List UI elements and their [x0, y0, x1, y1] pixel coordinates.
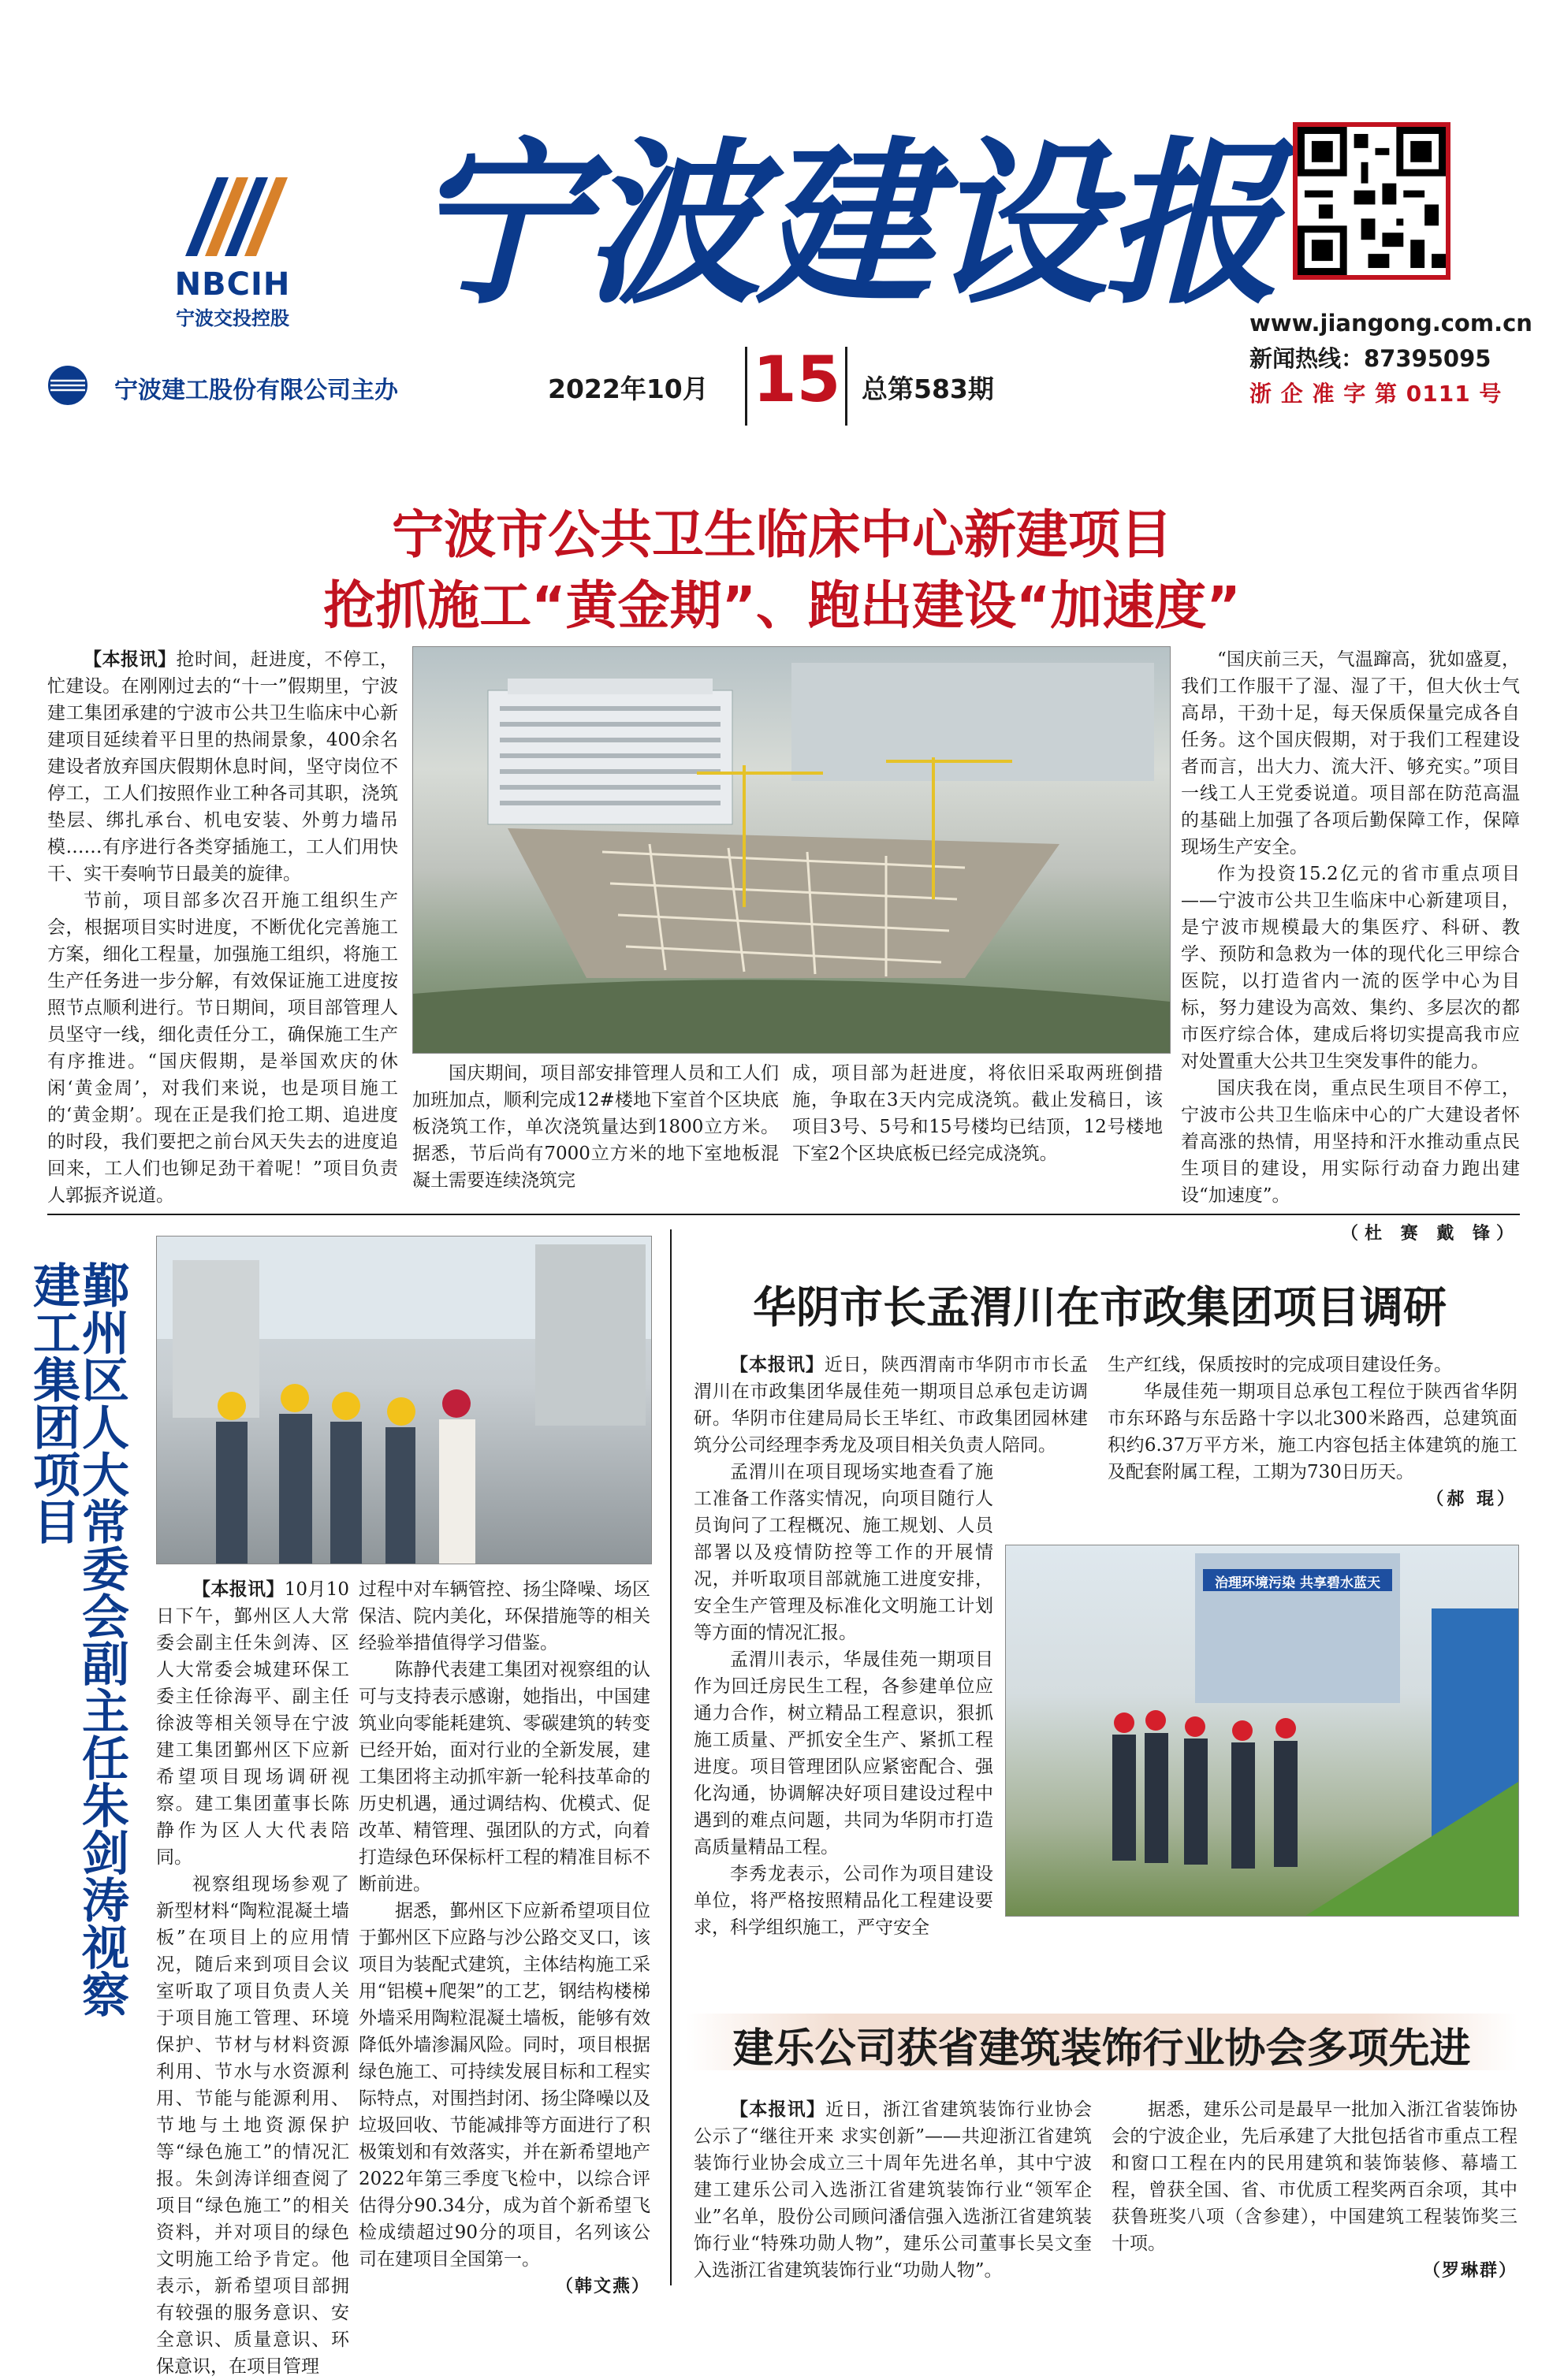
left-story-p3: 陈静代表建工集团对视察组的认可与支持表示感谢，她指出，中国建筑业向零能耗建筑、零碳建筑的转变已经开始，面对行业的全新发展，建工集团将主动抓牢新一轮科技革命的历史机遇，通过调结构、优模式、促改革、精管理、强团队的方式，向着打造绿色环保标杆工程的精准目标不断前进。 [359, 1660, 650, 1895]
right-story2-title: 建乐公司获省建筑装饰行业协会多项先进 [732, 2025, 1471, 2073]
lead-col2-text: 国庆期间，项目部安排管理人员和工人们加班加点，顺利完成12#楼地下室首个区块底板浇筑工作，单次浇筑量达到1800立方米。据悉，节后尚有7000立方米的地下室地板混凝土需要连续浇筑完 [412, 1063, 779, 1191]
hotline: 新闻热线：87395095 [1249, 345, 1491, 372]
lead-col1-p2: 节前，项目部多次召开施工组织生产会，根据项目实时进度，不断优化完善施工方案，细化工程量，加强施工组织，将施工生产任务进一步分解，有效保证施工进度按照节点顺利进行。节日期间，项目部管理人员坚守一线，细化责任分工，确保施工生产有序推进。“国庆假期，是举国欢庆的休闲‘黄金周’，对我们来说，也是项目施工的‘黄金期’。现在正是我们抢工期、追进度的时段，我们要把之前台风天失去的进度追回来，工人们也铆足劲干着呢！”项目负责人郭振齐说道。 [47, 891, 398, 1206]
right-story1-col2 [1108, 1352, 1517, 1510]
lead-byline: （杜 赛 戴 锋） [1341, 1223, 1520, 1244]
lead-col2 [412, 1060, 779, 1194]
masthead [0, 0, 1564, 441]
photo-banner: 治理环境污染 共享碧水蓝天 [1215, 1575, 1380, 1591]
right-story2-p1: 近日，浙江省建筑装饰行业协会公示了“继往开来 求实创新”——共迎浙江省建筑装饰行业协会成立三十周年先进名单，其中宁波建工建乐公司入选浙江省建筑装饰行业“领军企业”名单，股份公司顾问潘信强入选浙江省建筑装饰行业“特殊功勋人物”，建乐公司董事长吴文奎入选浙江省建筑装饰行业“功勋人物”。 [694, 2099, 1093, 2281]
lead-col4 [1181, 646, 1520, 1244]
right-story1-p4: 李秀龙表示，公司作为项目建设单位，将严格按照精品化工程建设要求，科学组织施工，严守安全 [694, 1864, 993, 1938]
left-story-p2: 视察组现场参观了新型材料“陶粒混凝土墙板”在项目上的应用情况，随后来到项目会议室听取了项目负责人关于项目施工管理、环境保护、节材与材料资源利用、节水与水资源利用、节能与能源利用、节地与土地资源保护等“绿色施工”的情况汇报。朱剑涛详细查阅了项目“绿色施工”的相关资料，并对项目的绿色文明施工给予肯定。他表示，新希望项目部拥有较强的服务意识、安全意识、质量意识、环保意识，在项目管理 [156, 1874, 349, 2377]
inspection-people-graphic [157, 1236, 651, 1564]
right-story1-byline: （郝 琨） [1426, 1489, 1517, 1509]
date-divider-right [845, 347, 847, 426]
lead-headline-2: 抢抓施工“黄金期”、跑出建设“加速度” [323, 575, 1241, 636]
lead-col4-p2: 作为投资15.2亿元的省市重点项目——宁波市公共卫生临床中心新建项目，是宁波市规模最大的集医疗、科研、教学、预防和急救为一体的现代化三甲综合医院，以打造省内一流的医学中心为目标，努力建设为高效、集约、多层次的都市医疗综合体，建成后将切实提高我市应对处置重大公共卫生突发事件的能力。 [1181, 864, 1520, 1072]
lead-col1-p1: 抢时间，赶进度，不停工，忙建设。在刚刚过去的“十一”假期里，宁波建工集团承建的宁波市公共卫生临床中心新建项目延续着平日里的热闹景象，400余名建设者放弃国庆假期休息时间，坚守岗位不停工，工人们按照作业工种各司其职，浇筑垫层、绑扎承台、机电安装、外剪力墙吊模……有序进行各类穿插施工，工人们用快干、实干奏响节日最美的旋律。 [47, 649, 398, 884]
lead-col3 [792, 1060, 1163, 1167]
right-story1-p5: 华晟佳苑一期项目总承包工程位于陕西省华阴市东环路与东岳路十字以北300米路西，总建筑面积约6.37万平方米，施工内容包括主体建筑的施工及配套附属工程，工期为730日历天。 [1108, 1382, 1517, 1482]
right-story2-col1 [694, 2096, 1092, 2284]
left-story-tag: 【本报讯】 [192, 1579, 285, 1600]
lead-col3-text: 成，项目部为赶进度，将依旧采取两班倒措施，争取在3天内完成浇筑。截止发稿日，该项目3号、5号和15号楼均已结顶，12号楼地下室2个区块底板已经完成浇筑。 [792, 1063, 1163, 1164]
license: 浙 企 准 字 第 0111 号 [1249, 381, 1503, 407]
left-story-col2 [359, 1576, 650, 2297]
site-visit-graphic [1006, 1545, 1518, 1916]
left-story-col1 [156, 1576, 349, 2380]
right-story1-title: 华阴市长孟渭川在市政集团项目调研 [752, 1282, 1447, 1333]
nbcih-logo-icon [169, 154, 296, 264]
lead-col4-p1: “国庆前三天，气温蹿高，犹如盛夏，我们工作服干了湿、湿了干，但大伙士气高昂，干劲十足，每天保质保量完成各自任务。这个国庆假期，对于我们工程建设者而言，出大力、流大汗、够充实。”项目一线工人王党委说道。项目部在防范高温的基础上加强了各项后勤保障工作，保障现场生产安全。 [1181, 649, 1520, 857]
inspection-photo [156, 1236, 652, 1564]
host-organization: 宁波建工股份有限公司主办 [114, 377, 398, 404]
lead-col1 [47, 646, 398, 1209]
right-story1-p3: 孟渭川表示，华晟佳苑一期项目作为回迁房民生工程，各参建单位应通力合作，树立精品工程意识，狠抓施工质量、严抓安全生产、紧抓工程进度。项目管理团队应紧密配合、强化沟通，协调解决好项目建设过程中遇到的难点问题，共同为华阴市打造高质量精品工程。 [694, 1649, 993, 1858]
column-divider [670, 1229, 672, 2285]
right-story2-p2: 据悉，建乐公司是最早一批加入浙江省装饰协会的宁波企业，先后承建了大批包括省市重点工程和窗口工程在内的民用建筑和装饰装修、幕墙工程，曾获全国、省、市优质工程奖两百余项，其中获鲁班奖八项（含参建），中国建筑工程装饰奖三十项。 [1112, 2099, 1517, 2254]
issue-number: 总第583期 [862, 374, 994, 404]
section-divider [47, 1214, 1520, 1215]
hospital-building-graphic [413, 647, 1170, 1053]
right-story2-col2 [1112, 2096, 1517, 2281]
right-story1-p5a: 生产红线，保质按时的完成项目建设任务。 [1108, 1355, 1452, 1375]
right-story1-p1: 近日，陕西渭南市华阴市市长孟渭川在市政集团华晟佳苑一期项目总承包走访调研。华阴市住建局局长王毕红、市政集团园林建筑分公司经理李秀龙及项目相关负责人陪同。 [694, 1355, 1089, 1456]
right-story1-tag: 【本报讯】 [730, 1354, 825, 1375]
lead-col4-p3: 国庆我在岗，重点民生项目不停工，宁波市公共卫生临床中心的广大建设者怀着高涨的热情，用坚持和汗水推动重点民生项目的建设，用实际行动奋力跑出建设“加速度”。 [1181, 1078, 1520, 1206]
site-visit-photo [1005, 1545, 1519, 1917]
logo-subtext: 宁波交投控股 [176, 307, 289, 329]
globe-icon [47, 365, 88, 406]
right-story2-byline: （罗琳群） [1422, 2260, 1517, 2281]
left-story-p3a: 过程中对车辆管控、扬尘降噪、场区保洁、院内美化，环保措施等的相关经验举措值得学习借鉴。 [359, 1579, 650, 1653]
logo-text: NBCIH [174, 266, 291, 303]
left-story-byline: （韩文燕） [555, 2276, 650, 2296]
website: www.jiangong.com.cn [1249, 310, 1532, 337]
issue-day: 15 [753, 343, 841, 416]
left-story-title: 鄞州区人大常委会副主任朱剑涛视察建工集团项目 [25, 1261, 129, 2017]
issue-date: 2022年10月 [548, 374, 709, 404]
lead-headline-1: 宁波市公共卫生临床中心新建项目 [392, 504, 1172, 565]
left-story-p4: 据悉，鄞州区下应新希望项目位于鄞州区下应路与沙公路交叉口，该项目为装配式建筑，主体结构施工采用“铝模+爬架”的工艺，钢结构楼梯外墙采用陶粒混凝土墙板，能够有效降低外墙渗漏风险。同时，项目根据绿色施工、可持续发展目标和工程实际特点，对围挡封闭、扬尘降噪以及垃圾回收、节能减排等方面进行了积极策划和有效落实，并在新希望地产2022年第三季度飞检中，以综合评估得分90.34分，成为首个新希望飞检成绩超过90分的项目，名列该公司在建项目全国第一。 [359, 1901, 650, 2270]
right-story1-p2: 孟渭川在项目现场实地查看了施工准备工作落实情况，向项目随行人员询问了工程概况、施工规划、人员部署以及疫情防控等工作的开展情况，并听取项目部就施工进度安排，安全生产管理及标准化文明施工计划等方面的情况汇报。 [694, 1462, 993, 1643]
qr-code-icon [1298, 127, 1446, 275]
date-divider-left [745, 347, 747, 426]
lead-tag: 【本报讯】 [84, 649, 177, 670]
qr-code [1293, 122, 1450, 280]
newspaper-title: 宁波建设报 [410, 121, 1277, 329]
right-story2-tag: 【本报讯】 [730, 2099, 826, 2120]
hospital-construction-photo [412, 646, 1171, 1054]
left-story-p1: 10月10日下午，鄞州区人大常委会副主任朱剑涛、区人大常委会城建环保工委主任徐海平、副主任徐波等相关领导在宁波建工集团鄞州区下应新希望项目现场调研视察。建工集团董事长陈静作为区人大代表陪同。 [156, 1579, 349, 1868]
